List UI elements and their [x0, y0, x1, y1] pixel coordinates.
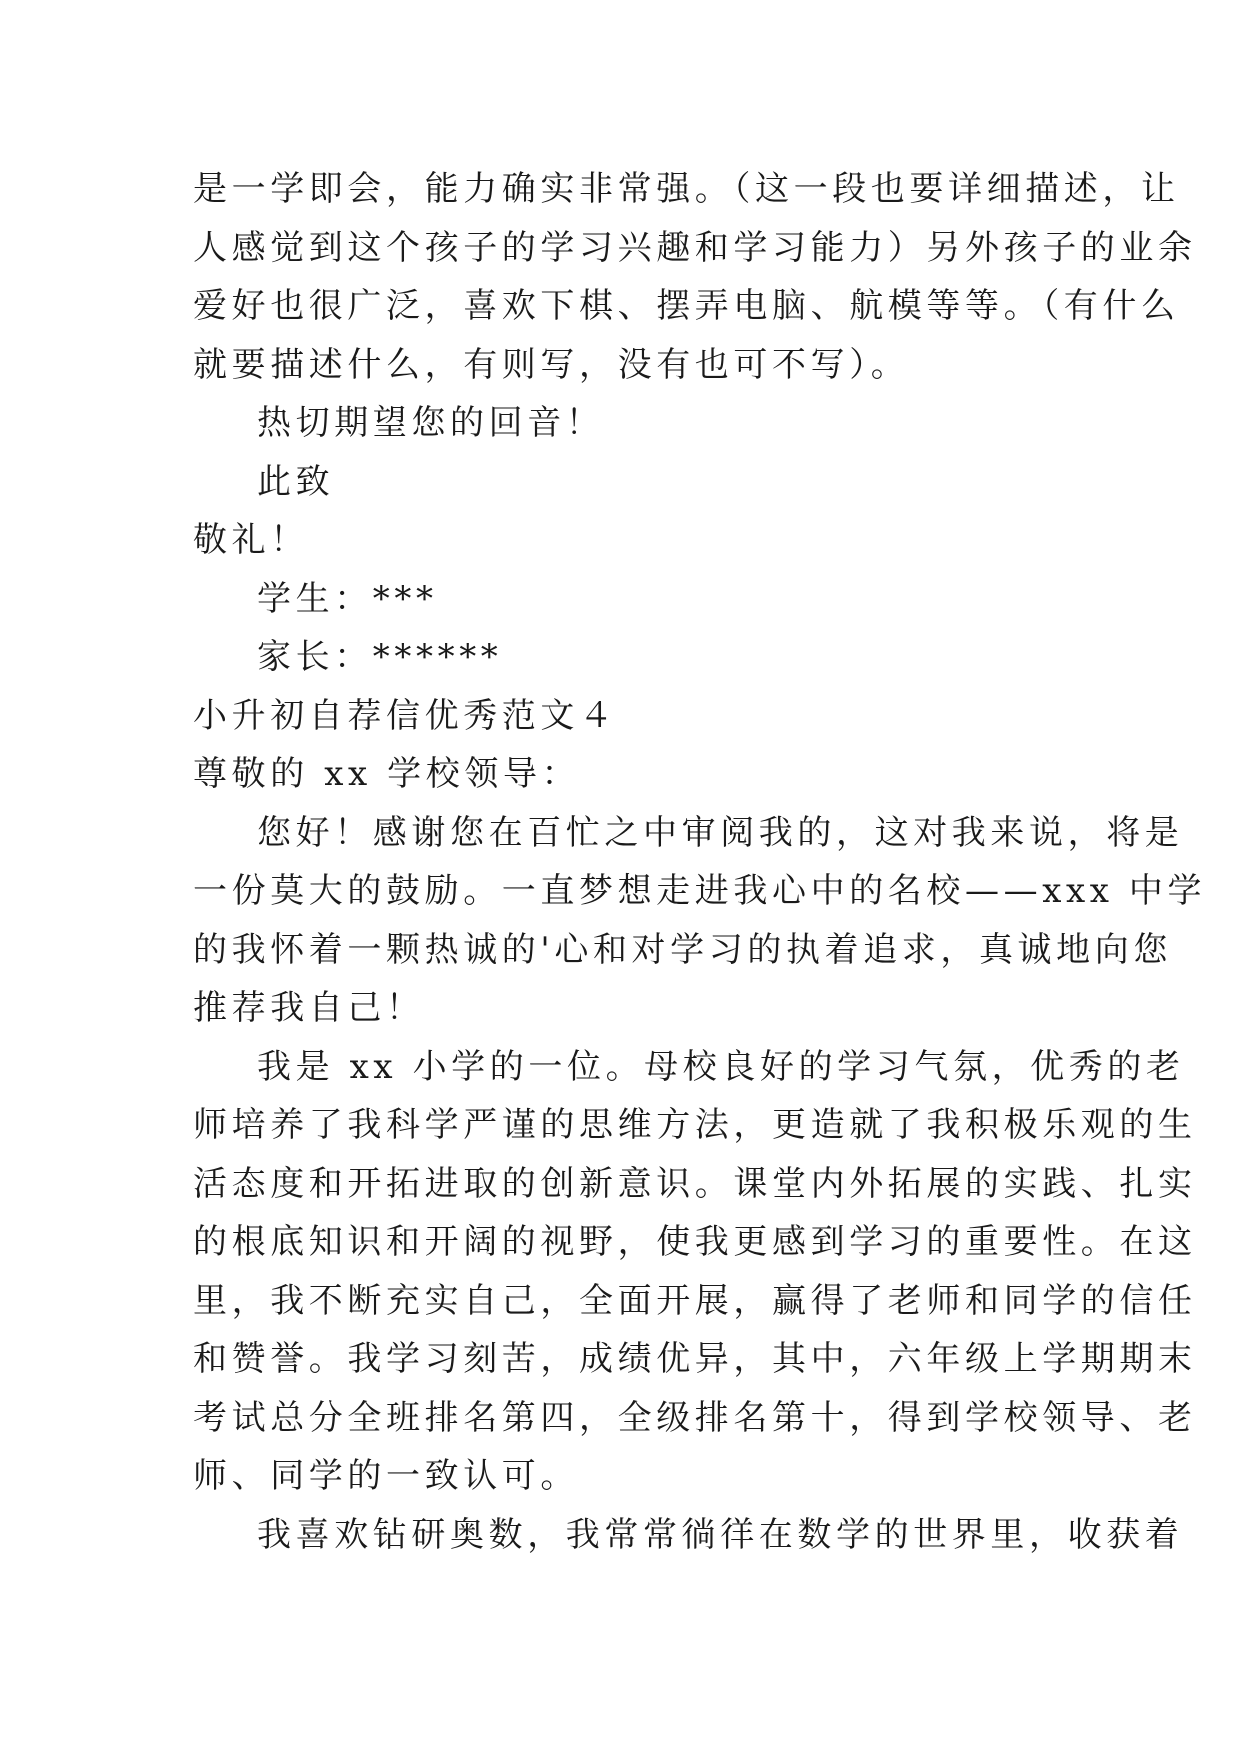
text-line: 的根底知识和开阔的视野，使我更感到学习的重要性。在这 [193, 1222, 1197, 1262]
signature-student: 学生：*** [257, 578, 438, 619]
closing-hope: 热切期望您的回音！ [257, 403, 605, 443]
text-line: 考试总分全班排名第四，全级排名第十，得到学校领导、老 [193, 1397, 1197, 1438]
greeting: 尊敬的 xx 学校领导： [193, 754, 581, 794]
text-line: 您好！感谢您在百忙之中审阅我的，这对我来说，将是 [257, 812, 1184, 853]
closing-salutation: 此致 [257, 461, 335, 502]
text-line: 是一学即会，能力确实非常强。（这一段也要详细描述，让 [193, 169, 1180, 209]
text-line: 人感觉到这个孩子的学习兴趣和学习能力）另外孩子的业余 [193, 227, 1197, 268]
text-line: 师培养了我科学严谨的思维方法，更造就了我积极乐观的生 [193, 1105, 1197, 1145]
text-line: 推荐我自己！ [193, 988, 425, 1028]
letter-body [193, 160, 1207, 1564]
text-line: 爱好也很广泛，喜欢下棋、摆弄电脑、航模等等。（有什么 [193, 286, 1180, 326]
text-line: 活态度和开拓进取的创新意识。课堂内外拓展的实践、扎实 [193, 1163, 1197, 1204]
section-title: 小升初自荐信优秀范文４ [193, 695, 618, 736]
text-line: 就要描述什么，有则写，没有也可不写）。 [193, 344, 910, 385]
text-line: 和赞誉。我学习刻苦，成绩优异，其中，六年级上学期期末 [193, 1339, 1197, 1379]
signature-parent: 家长：****** [257, 637, 503, 677]
text-line: 一份莫大的鼓励。一直梦想走进我心中的名校——xxx 中学 [193, 871, 1207, 911]
closing-respect: 敬礼！ [193, 520, 309, 560]
text-line: 的我怀着一颗热诚的'心和对学习的执着追求，真诚地向您 [193, 929, 1172, 970]
text-line: 我喜欢钻研奥数，我常常徜徉在数学的世界里，收获着 [257, 1514, 1184, 1555]
text-line: 师、同学的一致认可。 [193, 1456, 579, 1496]
text-line: 我是 xx 小学的一位。母校良好的学习气氛，优秀的老 [257, 1046, 1185, 1087]
text-line: 里，我不断充实自己，全面开展，赢得了老师和同学的信任 [193, 1280, 1197, 1321]
